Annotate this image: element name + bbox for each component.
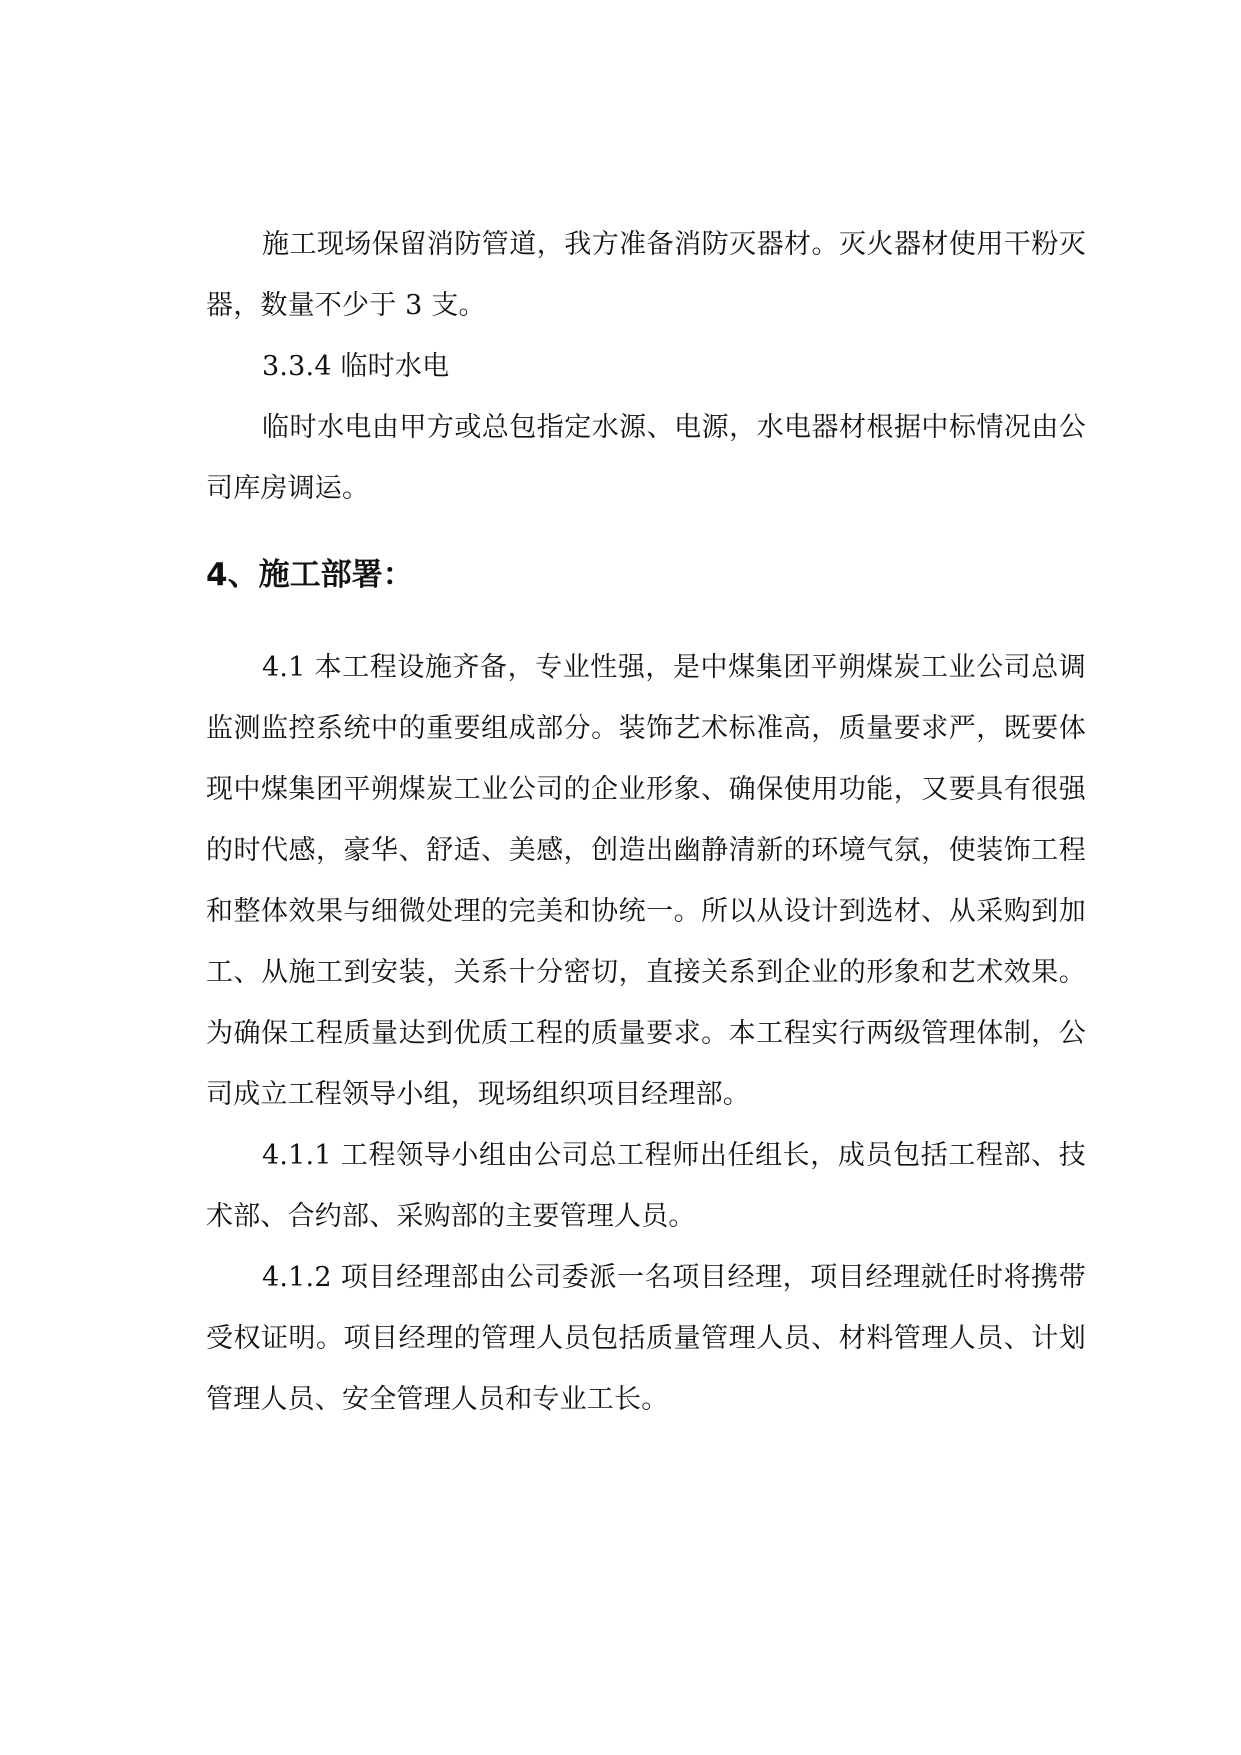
paragraph-4-1: 4.1 本工程设施齐备，专业性强，是中煤集团平朔煤炭工业公司总调监测监控系统中的重要组成部分。装饰艺术标准高，质量要求严，既要体现中煤集团平朔煤炭工业公司的企业形象、确保使用功能，又要具有很强的时代感，豪华、舒适、美感，创造出幽静清新的环境气氛，使装饰工程和整体效果与细微处理的完美和协统一。所以从设计到选材、从采购到加工、从施工到安装，关系十分密切，直接关系到企业的形象和艺术效果。为确保工程质量达到优质工程的质量要求。本工程实行两级管理体制，公司成立工程领导小组，现场组织项目经理部。 — [206, 652, 1086, 1110]
paragraph-temporary-utilities: 临时水电由甲方或总包指定水源、电源，水电器材根据中标情况由公司库房调运。 — [206, 412, 1086, 504]
paragraph-fire-equipment: 施工现场保留消防管道，我方准备消防灭器材。灭火器材使用干粉灭器，数量不少于 3 支。 — [206, 229, 1086, 321]
subsection-title-temporary-utilities: 3.3.4 临时水电 — [262, 351, 450, 382]
section-heading-construction-deployment: 4、施工部署： — [206, 557, 414, 593]
paragraph-4-1-2: 4.1.2 项目经理部由公司委派一名项目经理，项目经理就任时将携带受权证明。项目经理的管理人员包括质量管理人员、材料管理人员、计划管理人员、安全管理人员和专业工长。 — [206, 1262, 1086, 1415]
document-body — [206, 214, 1086, 1430]
paragraph-4-1-1: 4.1.1 工程领导小组由公司总工程师出任组长，成员包括工程部、技术部、合约部、采购部的主要管理人员。 — [206, 1140, 1086, 1232]
